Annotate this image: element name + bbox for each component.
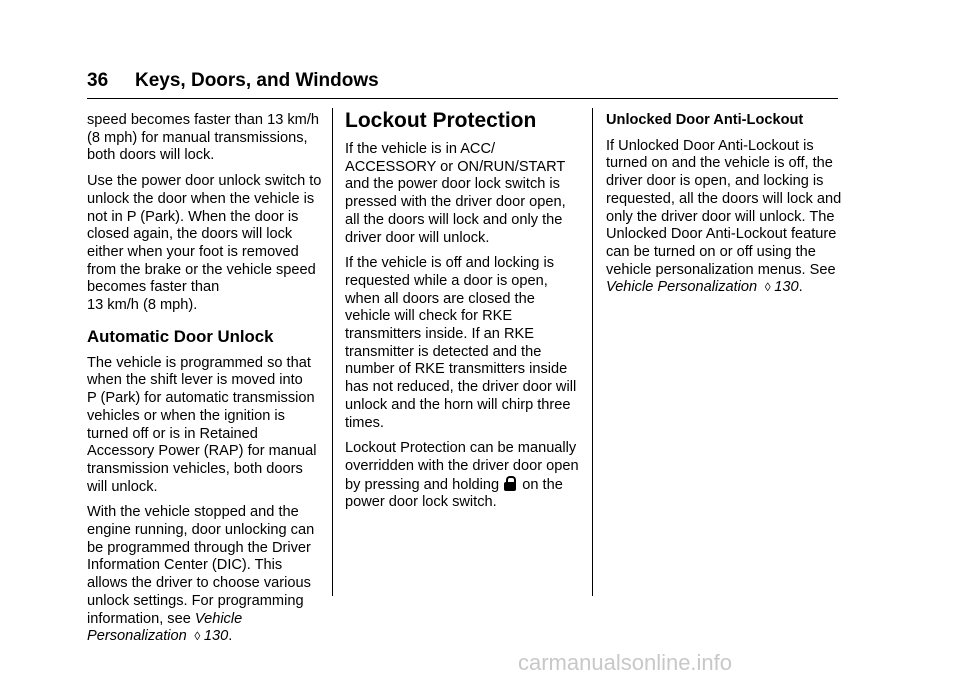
paragraph: If Unlocked Door Anti-Lockout is turned on and the vehicle is off, the driver door is open, and locking is requested, all the doors will lock and only the driver door will unlock. The Unlocked Door Anti-Lockout feature can be turned on or off using the vehicle personalization menus. See Vehicle Personalization ◊ 130. [606, 137, 842, 296]
column-divider-left [332, 108, 333, 596]
header-rule [87, 98, 838, 99]
page-reference-icon: ◊ [194, 629, 201, 644]
paragraph: If the vehicle is in ACC/ ACCESSORY or ON/RUN/START and the power door lock switch is pressed with the driver door open, all the doors will lock and only the driver door will unlock. [345, 141, 566, 246]
paragraph: With the vehicle stopped and the engine running, door unlocking can be programmed through the Driver Information Center (DIC). This allows the driver to choose various unlock settings. For programming information, see Vehicle Personalization ◊ 130. [87, 504, 315, 645]
cross-reference-link[interactable]: Vehicle Personalization ◊ 130 [606, 279, 799, 296]
paragraph: Lockout Protection can be manually overridden with the driver door open by pressing and holding on the power door lock switch. [345, 440, 579, 511]
page-header [87, 70, 838, 92]
section-title: Keys, Doors, and Windows [135, 70, 379, 91]
column-right [606, 112, 842, 305]
page-reference-icon: ◊ [764, 280, 771, 295]
column-divider-right [592, 108, 593, 596]
heading-lockout-protection: Lockout Protection [345, 109, 537, 132]
column-left [87, 112, 323, 654]
paragraph: Use the power door unlock switch to unlock the door when the vehicle is not in P (Park). When the door is closed again, the doors will lock either when your foot is removed from the brake or the vehicle speed becomes faster than 13 km/h (8 mph). [87, 173, 322, 314]
heading-automatic-door-unlock: Automatic Door Unlock [87, 326, 274, 346]
cross-reference-link[interactable]: Vehicle Personalization ◊ 130 [87, 610, 243, 645]
watermark: carmanualsonline.info [518, 650, 733, 675]
page-number: 36 [87, 70, 109, 91]
paragraph: If the vehicle is off and locking is requested while a door is open, when all doors are closed the vehicle will check for RKE transmitters inside. If an RKE transmitter is detected and the number of RKE transmitters inside has not reduced, the driver door will unlock and the horn will chirp three times. [345, 255, 577, 431]
heading-unlocked-door-anti-lockout: Unlocked Door Anti-Lockout [606, 112, 804, 128]
lock-icon [504, 476, 516, 491]
paragraph: The vehicle is programmed so that when the shift lever is moved into P (Park) for automatic transmission vehicles or when the ignition is turned off or is in Retained Accessory Power (RAP) for manual transmission vehicles, both doors will unlock. [87, 354, 317, 495]
column-middle [345, 109, 581, 520]
paragraph: speed becomes faster than 13 km/h (8 mph) for manual transmissions, both doors will lock. [87, 112, 320, 164]
